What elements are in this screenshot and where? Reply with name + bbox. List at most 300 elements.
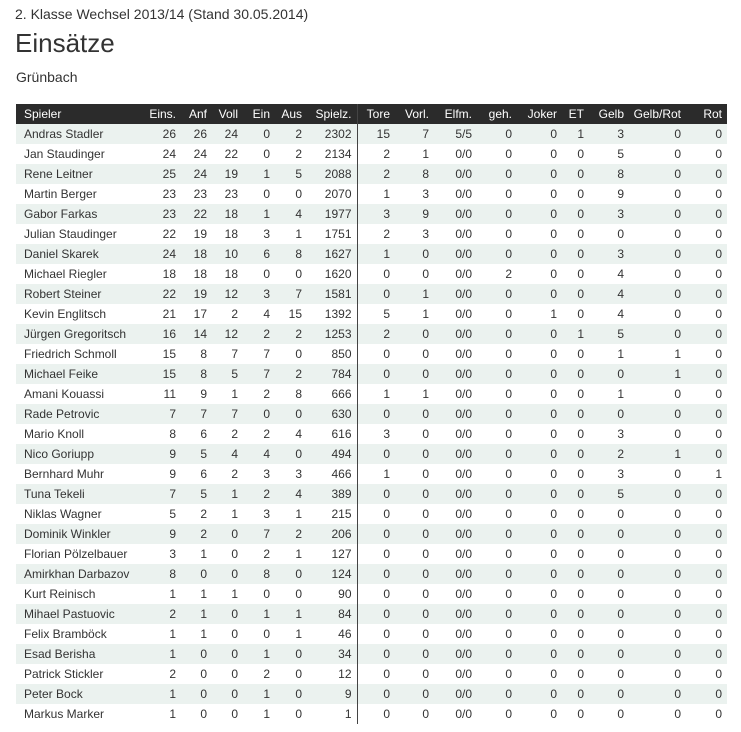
stat-cell: 0: [686, 524, 727, 544]
stat-cell: 0: [275, 184, 307, 204]
stat-cell: 0: [477, 544, 517, 564]
stat-cell: 18: [212, 264, 243, 284]
stat-cell: 0/0: [434, 544, 477, 564]
stat-cell: 0: [181, 664, 212, 684]
stat-cell: 1: [243, 604, 275, 624]
stat-cell: 3: [275, 464, 307, 484]
stat-cell: 2: [357, 224, 395, 244]
stat-cell: 24: [181, 164, 212, 184]
column-header-col-7[interactable]: Tore: [357, 104, 395, 124]
stat-cell: 0: [395, 524, 434, 544]
stat-cell: 2: [357, 164, 395, 184]
stat-cell: 1: [140, 624, 181, 644]
stat-cell: 0: [395, 644, 434, 664]
stat-cell: 0/0: [434, 324, 477, 344]
stat-cell: 0: [629, 644, 686, 664]
stat-cell: 1: [212, 484, 243, 504]
table-row: [16, 404, 727, 424]
stat-cell: 1: [275, 504, 307, 524]
stat-cell: 1: [589, 384, 629, 404]
stat-cell: 0: [629, 684, 686, 704]
stat-cell: 1: [629, 344, 686, 364]
column-header-col-11[interactable]: Joker: [517, 104, 562, 124]
stat-cell: 23: [181, 184, 212, 204]
stat-cell: 0: [395, 664, 434, 684]
stat-cell: 0/0: [434, 364, 477, 384]
stat-cell: 12: [307, 664, 357, 684]
stat-cell: 0: [477, 424, 517, 444]
stat-cell: 0/0: [434, 184, 477, 204]
column-header-col-1[interactable]: Eins.: [140, 104, 181, 124]
stat-cell: 6: [181, 424, 212, 444]
stat-cell: 0/0: [434, 444, 477, 464]
table-row: [16, 164, 727, 184]
stat-cell: 9: [395, 204, 434, 224]
stat-cell: 0: [686, 484, 727, 504]
club-name: Grünbach: [16, 69, 78, 85]
stat-cell: 0/0: [434, 584, 477, 604]
stat-cell: 0: [517, 664, 562, 684]
player-name-cell: Florian Pölzelbauer: [16, 544, 140, 564]
stat-cell: 1751: [307, 224, 357, 244]
stat-cell: 4: [275, 424, 307, 444]
stat-cell: 0: [275, 684, 307, 704]
stat-cell: 5: [357, 304, 395, 324]
stat-cell: 4: [589, 284, 629, 304]
player-name-cell: Kevin Englitsch: [16, 304, 140, 324]
stat-cell: 0: [562, 444, 589, 464]
column-header-col-3[interactable]: Voll: [212, 104, 243, 124]
stat-cell: 389: [307, 484, 357, 504]
stat-cell: 0: [357, 284, 395, 304]
stat-cell: 0: [686, 704, 727, 724]
stat-cell: 215: [307, 504, 357, 524]
stat-cell: 0: [517, 444, 562, 464]
column-header-col-12[interactable]: ET: [562, 104, 589, 124]
stat-cell: 0: [686, 124, 727, 144]
stat-cell: 1: [212, 504, 243, 524]
stat-cell: 0: [517, 204, 562, 224]
stat-cell: 784: [307, 364, 357, 384]
stat-cell: 3: [243, 224, 275, 244]
stat-cell: 0: [629, 584, 686, 604]
stat-cell: 0: [395, 264, 434, 284]
stat-cell: 0: [562, 424, 589, 444]
stat-cell: 0: [395, 444, 434, 464]
stat-cell: 0: [629, 524, 686, 544]
stat-cell: 0: [395, 624, 434, 644]
stat-cell: 0: [686, 384, 727, 404]
stat-cell: 7: [140, 484, 181, 504]
stat-cell: 0: [395, 704, 434, 724]
stat-cell: 5: [181, 444, 212, 464]
stat-cell: 0: [357, 444, 395, 464]
stat-cell: 127: [307, 544, 357, 564]
table-row: [16, 564, 727, 584]
stat-cell: 3: [589, 204, 629, 224]
stat-cell: 0: [477, 184, 517, 204]
stat-cell: 5: [140, 504, 181, 524]
stat-cell: 1: [140, 704, 181, 724]
stat-cell: 2: [212, 424, 243, 444]
stat-cell: 666: [307, 384, 357, 404]
stat-cell: 6: [243, 244, 275, 264]
table-row: [16, 144, 727, 164]
stat-cell: 1: [181, 584, 212, 604]
stat-cell: 0: [357, 484, 395, 504]
stat-cell: 19: [181, 284, 212, 304]
stat-cell: 0: [562, 244, 589, 264]
table-row: [16, 604, 727, 624]
stat-cell: 0: [562, 664, 589, 684]
stat-cell: 1: [243, 164, 275, 184]
stat-cell: 9: [589, 184, 629, 204]
stat-cell: 8: [140, 564, 181, 584]
stat-cell: 1: [357, 464, 395, 484]
stat-cell: 0: [275, 564, 307, 584]
stat-cell: 18: [140, 264, 181, 284]
stat-cell: 0: [477, 164, 517, 184]
player-name-cell: Bernhard Muhr: [16, 464, 140, 484]
stat-cell: 19: [212, 164, 243, 184]
stat-cell: 2: [181, 504, 212, 524]
stat-cell: 0: [243, 124, 275, 144]
stat-cell: 1: [140, 684, 181, 704]
stat-cell: 0: [629, 284, 686, 304]
stat-cell: 0: [275, 404, 307, 424]
stat-cell: 2: [243, 544, 275, 564]
stat-cell: 1: [275, 604, 307, 624]
stat-cell: 2: [212, 304, 243, 324]
stat-cell: 0: [181, 684, 212, 704]
stat-cell: 0: [686, 304, 727, 324]
table-row: [16, 364, 727, 384]
stat-cell: 0: [629, 224, 686, 244]
stat-cell: 850: [307, 344, 357, 364]
stat-cell: 0: [686, 664, 727, 684]
stat-cell: 0: [477, 624, 517, 644]
stat-cell: 12: [212, 324, 243, 344]
stat-cell: 3: [395, 184, 434, 204]
stat-cell: 0: [589, 224, 629, 244]
stat-cell: 1: [181, 624, 212, 644]
column-header-col-9[interactable]: Elfm.: [434, 104, 477, 124]
table-row: [16, 204, 727, 224]
player-name-cell: Michael Riegler: [16, 264, 140, 284]
player-name-cell: Friedrich Schmoll: [16, 344, 140, 364]
stat-cell: 0: [629, 304, 686, 324]
stat-cell: 0: [589, 504, 629, 524]
player-name-cell: Peter Bock: [16, 684, 140, 704]
stat-cell: 0: [517, 124, 562, 144]
stat-cell: 1: [307, 704, 357, 724]
column-header-col-10[interactable]: geh.: [477, 104, 517, 124]
stat-cell: 630: [307, 404, 357, 424]
stat-cell: 0: [395, 324, 434, 344]
stat-cell: 0: [477, 504, 517, 524]
stat-cell: 0: [686, 504, 727, 524]
table-row: [16, 684, 727, 704]
stat-cell: 0: [629, 204, 686, 224]
stat-cell: 1: [686, 464, 727, 484]
stat-cell: 0/0: [434, 684, 477, 704]
stat-cell: 0: [275, 264, 307, 284]
stat-cell: 1: [243, 704, 275, 724]
stat-cell: 7: [243, 524, 275, 544]
stat-cell: 0: [477, 204, 517, 224]
stat-cell: 7: [243, 364, 275, 384]
stat-cell: 0: [589, 664, 629, 684]
stat-cell: 0: [629, 184, 686, 204]
stat-cell: 0/0: [434, 244, 477, 264]
stat-cell: 4: [212, 444, 243, 464]
stat-cell: 1: [629, 444, 686, 464]
column-header-col-5[interactable]: Aus: [275, 104, 307, 124]
stat-cell: 0: [629, 544, 686, 564]
stat-cell: 0: [212, 604, 243, 624]
stat-cell: 24: [212, 124, 243, 144]
stat-cell: 1: [275, 544, 307, 564]
stat-cell: 0: [357, 624, 395, 644]
column-header-col-15[interactable]: Rot: [686, 104, 727, 124]
stat-cell: 0: [517, 524, 562, 544]
stat-cell: 18: [181, 244, 212, 264]
stat-cell: 15: [275, 304, 307, 324]
stat-cell: 0/0: [434, 644, 477, 664]
stat-cell: 0: [517, 424, 562, 444]
player-name-cell: Amirkhan Darbazov: [16, 564, 140, 584]
table-row: [16, 244, 727, 264]
stat-cell: 0: [212, 564, 243, 584]
stat-cell: 90: [307, 584, 357, 604]
stat-cell: 0: [686, 204, 727, 224]
stat-cell: 23: [140, 184, 181, 204]
stat-cell: 2: [243, 384, 275, 404]
stat-cell: 23: [140, 204, 181, 224]
player-name-cell: Niklas Wagner: [16, 504, 140, 524]
stat-cell: 2088: [307, 164, 357, 184]
stat-cell: 0/0: [434, 564, 477, 584]
stat-cell: 0: [629, 484, 686, 504]
stat-cell: 9: [140, 524, 181, 544]
stat-cell: 0: [357, 664, 395, 684]
stat-cell: 0/0: [434, 604, 477, 624]
stat-cell: 22: [140, 284, 181, 304]
stat-cell: 0: [629, 424, 686, 444]
stat-cell: 1: [395, 284, 434, 304]
stat-cell: 0: [629, 464, 686, 484]
stat-cell: 1: [589, 344, 629, 364]
stat-cell: 0: [395, 604, 434, 624]
player-name-cell: Esad Berisha: [16, 644, 140, 664]
stat-cell: 2: [243, 424, 275, 444]
stat-cell: 0: [181, 704, 212, 724]
stat-cell: 4: [589, 264, 629, 284]
stat-cell: 1: [181, 604, 212, 624]
stat-cell: 0: [517, 504, 562, 524]
stat-cell: 1253: [307, 324, 357, 344]
stat-cell: 0: [243, 184, 275, 204]
column-header-col-6[interactable]: Spielz.: [307, 104, 357, 124]
stat-cell: 0/0: [434, 204, 477, 224]
player-name-cell: Rade Petrovic: [16, 404, 140, 424]
stat-cell: 0: [562, 564, 589, 584]
stat-cell: 0/0: [434, 344, 477, 364]
stat-cell: 22: [212, 144, 243, 164]
table-row: [16, 384, 727, 404]
stat-cell: 2: [275, 524, 307, 544]
column-header-col-4[interactable]: Ein: [243, 104, 275, 124]
stat-cell: 1: [275, 624, 307, 644]
stat-cell: 0: [275, 664, 307, 684]
stat-cell: 22: [140, 224, 181, 244]
stat-cell: 1: [395, 384, 434, 404]
stat-cell: 0/0: [434, 404, 477, 424]
stat-cell: 0: [477, 144, 517, 164]
stat-cell: 0: [589, 524, 629, 544]
column-header-col-14[interactable]: Gelb/Rot: [629, 104, 686, 124]
stat-cell: 0: [562, 384, 589, 404]
stat-cell: 0: [562, 644, 589, 664]
stat-cell: 0: [395, 424, 434, 444]
stat-cell: 0: [686, 244, 727, 264]
stat-cell: 0: [517, 184, 562, 204]
stat-cell: 0: [686, 184, 727, 204]
stat-cell: 0: [243, 404, 275, 424]
stat-cell: 0: [212, 524, 243, 544]
stat-cell: 19: [181, 224, 212, 244]
stat-cell: 0: [517, 224, 562, 244]
stat-cell: 0: [395, 244, 434, 264]
stat-cell: 14: [181, 324, 212, 344]
player-name-cell: Gabor Farkas: [16, 204, 140, 224]
stat-cell: 0: [589, 684, 629, 704]
table-row: [16, 584, 727, 604]
stat-cell: 0: [357, 684, 395, 704]
stat-cell: 8: [275, 384, 307, 404]
stat-cell: 0: [477, 484, 517, 504]
stat-cell: 3: [589, 124, 629, 144]
stat-cell: 0: [562, 184, 589, 204]
stat-cell: 0/0: [434, 664, 477, 684]
stat-cell: 1: [357, 384, 395, 404]
stat-cell: 0: [686, 264, 727, 284]
stat-cell: 18: [212, 224, 243, 244]
stat-cell: 4: [243, 444, 275, 464]
stat-cell: 0: [629, 624, 686, 644]
stat-cell: 0: [629, 384, 686, 404]
stat-cell: 0: [357, 704, 395, 724]
header-row: [16, 104, 727, 124]
stat-cell: 0: [243, 144, 275, 164]
stat-cell: 0: [477, 664, 517, 684]
stat-cell: 2: [275, 324, 307, 344]
stat-cell: 0: [517, 324, 562, 344]
stat-cell: 0: [562, 484, 589, 504]
stat-cell: 0: [517, 244, 562, 264]
stat-cell: 0: [562, 144, 589, 164]
stat-cell: 15: [140, 364, 181, 384]
stat-cell: 0: [517, 344, 562, 364]
stat-cell: 4: [275, 484, 307, 504]
stat-cell: 0: [477, 564, 517, 584]
stat-cell: 0: [243, 624, 275, 644]
stat-cell: 0: [589, 364, 629, 384]
stat-cell: 0: [686, 404, 727, 424]
stat-cell: 0: [517, 704, 562, 724]
table-row: [16, 304, 727, 324]
stat-cell: 0: [243, 584, 275, 604]
stat-cell: 2: [275, 124, 307, 144]
stat-cell: 5: [275, 164, 307, 184]
stat-cell: 0: [589, 624, 629, 644]
stat-cell: 0: [562, 364, 589, 384]
table-row: [16, 264, 727, 284]
stat-cell: 0: [686, 644, 727, 664]
column-header-player[interactable]: Spieler: [16, 104, 140, 124]
stat-cell: 0: [477, 604, 517, 624]
stat-cell: 0: [686, 364, 727, 384]
stat-cell: 7: [212, 344, 243, 364]
stat-cell: 0: [562, 284, 589, 304]
table-row: [16, 704, 727, 724]
column-header-col-8[interactable]: Vorl.: [395, 104, 434, 124]
table-row: [16, 344, 727, 364]
column-header-col-13[interactable]: Gelb: [589, 104, 629, 124]
stat-cell: 2134: [307, 144, 357, 164]
stat-cell: 8: [243, 564, 275, 584]
stat-cell: 0: [686, 144, 727, 164]
stat-cell: 3: [589, 244, 629, 264]
stat-cell: 0: [686, 284, 727, 304]
stat-cell: 16: [140, 324, 181, 344]
player-name-cell: Mario Knoll: [16, 424, 140, 444]
stat-cell: 0: [477, 464, 517, 484]
league-subtitle: 2. Klasse Wechsel 2013/14 (Stand 30.05.2014): [15, 6, 309, 22]
stat-cell: 1: [243, 644, 275, 664]
stat-cell: 0: [275, 344, 307, 364]
stat-cell: 0: [357, 344, 395, 364]
stat-cell: 3: [243, 504, 275, 524]
stat-cell: 9: [181, 384, 212, 404]
table-header: [16, 104, 727, 124]
stat-cell: 0: [589, 404, 629, 424]
stat-cell: 0: [181, 564, 212, 584]
stat-cell: 0: [517, 584, 562, 604]
stat-cell: 9: [140, 444, 181, 464]
stat-cell: 0: [395, 564, 434, 584]
stat-cell: 8: [140, 424, 181, 444]
stat-cell: 0: [357, 504, 395, 524]
stat-cell: 3: [140, 544, 181, 564]
stat-cell: 4: [275, 204, 307, 224]
stat-cell: 18: [212, 204, 243, 224]
table-row: [16, 444, 727, 464]
player-name-cell: Martin Berger: [16, 184, 140, 204]
player-name-cell: Markus Marker: [16, 704, 140, 724]
stat-cell: 23: [212, 184, 243, 204]
stat-cell: 0: [357, 644, 395, 664]
stat-cell: 0: [275, 704, 307, 724]
stat-cell: 0: [181, 644, 212, 664]
stat-cell: 0: [562, 264, 589, 284]
stat-cell: 1: [181, 544, 212, 564]
column-header-col-2[interactable]: Anf: [181, 104, 212, 124]
stat-cell: 8: [395, 164, 434, 184]
stat-cell: 2: [140, 664, 181, 684]
stat-cell: 24: [140, 244, 181, 264]
stat-cell: 0: [686, 564, 727, 584]
